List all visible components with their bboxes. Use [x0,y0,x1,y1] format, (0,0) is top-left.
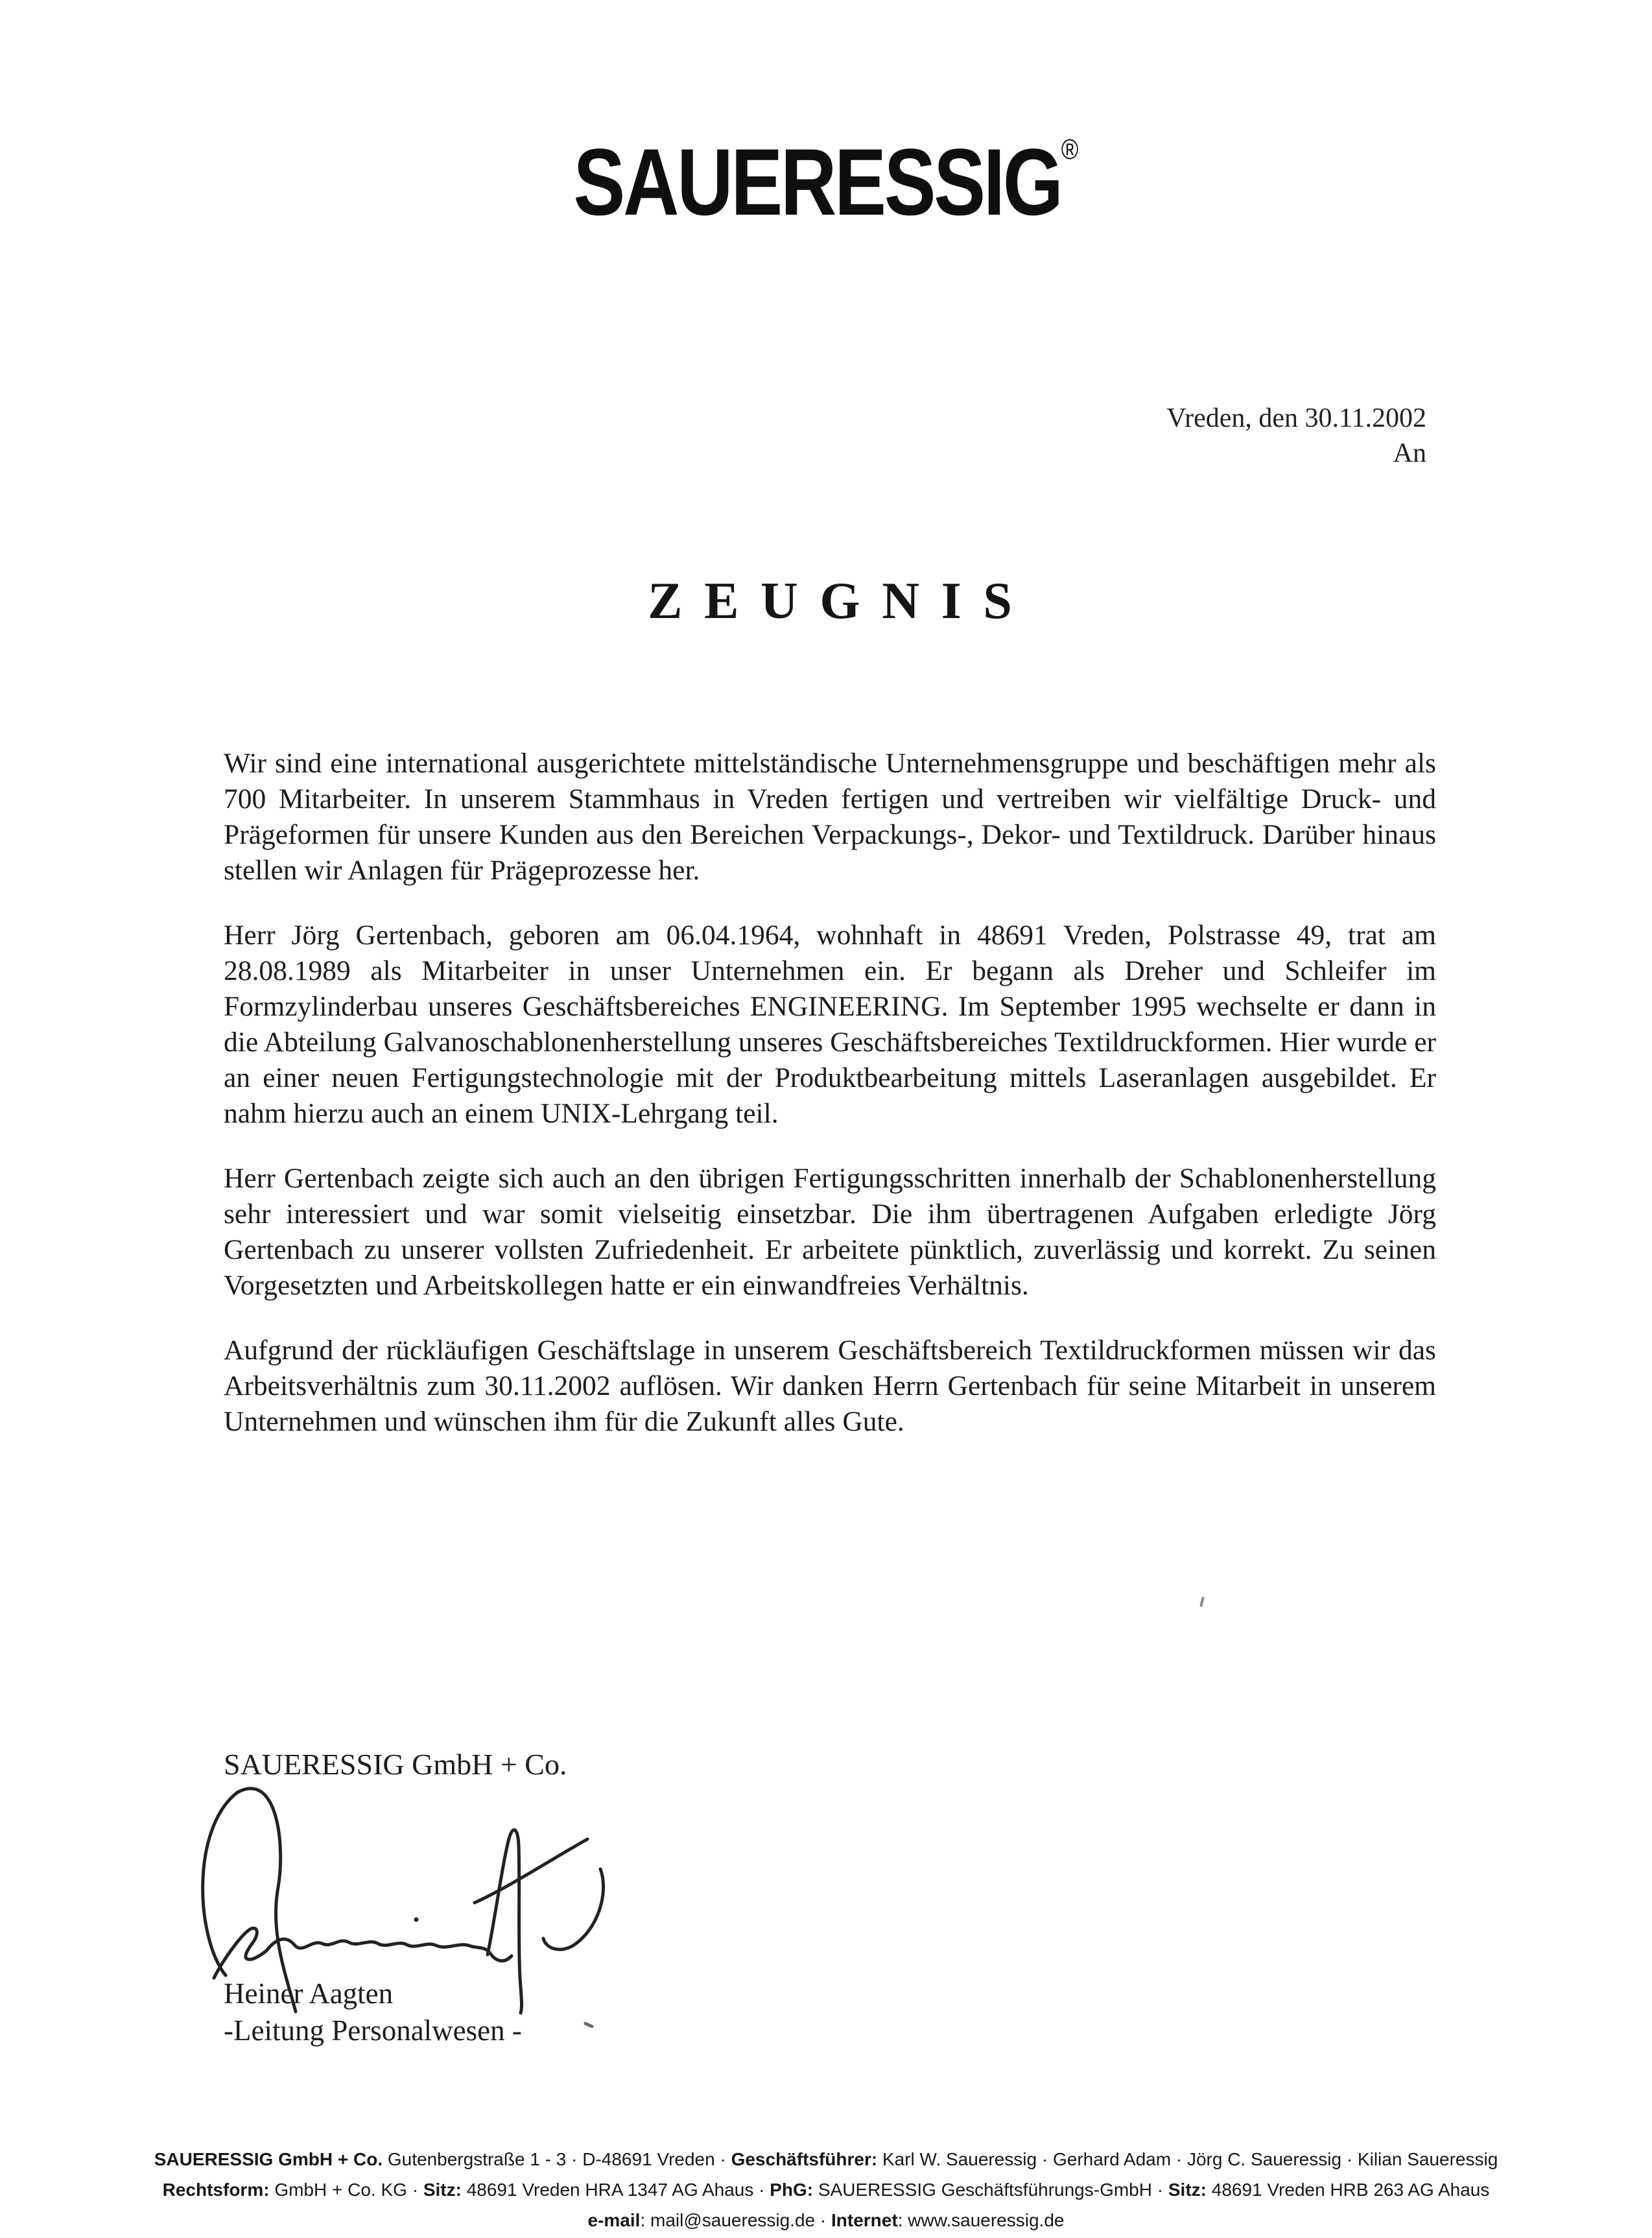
footer-phg-label: PhG: [770,2180,814,2200]
company-logo-text [573,129,1079,235]
logo-wordmark: SAUERESSIG [573,129,1061,235]
paragraph-performance: Herr Gertenbach zeigte sich auch an den übrigen Fertigungsschritten innerhalb der Schablonenherstellung sehr interessiert und war somit vielseitig einsetzbar. Die ihm übertragenen Aufgaben erledigte Jörg Gertenbach zu unserer vollsten Zufriedenheit. Er arbeitete pünktlich, zuverlässig und korrekt. Zu seinen Vorgesetzten und Arbeitskollegen hatte er ein einwandfreies Verhältnis. [224,1163,1436,1301]
closing-company-name: SAUERESSIG GmbH + Co. [224,1748,567,1781]
footer-email-label: e-mail [587,2210,641,2230]
footer-managers: Karl W. Saueressig · Gerhard Adam · Jörg C. Saueressig · Kilian Saueressig [877,2149,1498,2169]
paragraph-intro-company: Wir sind eine international ausgerichtete mittelständische Unternehmensgruppe und beschäftigen mehr als 700 Mitarbeiter. In unserem Stammhaus in Vreden fertigen und vertreiben wir vielfältige Druck- und Prägeformen für unsere Kunden aus den Bereichen Verpackungs-, Dekor- und Textildruck. Darüber hinaus stellen wir Anlagen für Prägeprozesse her. [224,748,1436,886]
document-title: ZEUGNIS [648,573,1034,630]
dateline-block [0,401,1426,471]
paragraph-termination: Aufgrund der rückläufigen Geschäftslage in unserem Geschäftsbereich Textildruckformen müssen wir das Arbeitsverhältnis zum 30.11.2002 auflösen. Wir danken Herrn Gertenbach für seine Mitarbeit in unserem Unternehmen und wünschen ihm für die Zukunft alles Gute. [224,1335,1436,1437]
stray-mark [584,2021,595,2029]
signer-block [224,1975,522,2049]
paragraph-career-history: Herr Jörg Gertenbach, geboren am 06.04.1964, wohnhaft in 48691 Vreden, Polstrasse 49, trat am 28.08.1989 als Mitarbeiter in unser Unternehmen ein. Er begann als Dreher und Schleifer im Formzylinderbau unseres Geschäftsbereiches ENGINEERING. Im September 1995 wechselte er dann in die Abteilung Galvanoschablonenherstellung unseres Geschäftsbereiches Textildruckformen. Hier wurde er an einer neuen Fertigungstechnologie mit der Produktbearbeitung mittels Laseranlagen ausgebildet. Er nahm hierzu auch an einem UNIX-Lehrgang teil. [224,920,1436,1129]
footer-line-1 [0,2144,1652,2174]
footer-line-2 [0,2174,1652,2205]
place-date: Vreden, den 30.11.2002 [1166,403,1426,433]
footer-seat-label-2: Sitz: [1168,2180,1207,2200]
footer-seat-1: 48691 Vreden HRA 1347 AG Ahaus · [461,2180,770,2200]
footer-managers-label: Geschäftsführer: [731,2149,878,2169]
company-logo [0,129,1652,235]
footer-company-name: SAUERESSIG GmbH + Co. [154,2149,383,2169]
footer-internet-label: Internet [831,2210,898,2230]
registered-trademark-icon: ® [1061,134,1079,165]
footer-seat-2: 48691 Vreden HRB 263 AG Ahaus [1206,2180,1490,2200]
footer-legalform: GmbH + Co. KG · [269,2180,423,2200]
footer-legalform-label: Rechtsform: [162,2180,270,2200]
footer-email: : mail@saueressig.de · [640,2210,831,2230]
footer-address: Gutenbergstraße 1 - 3 · D-48691 Vreden · [383,2149,731,2169]
signer-title: -Leitung Personalwesen - [224,2014,522,2047]
footer [0,2144,1652,2235]
footer-phg: SAUERESSIG Geschäftsführungs-GmbH · [813,2180,1168,2200]
recipient-label: An [1393,438,1426,468]
footer-internet: : www.saueressig.de [897,2210,1065,2230]
letter-body [224,746,1436,1469]
stray-mark [1199,1597,1205,1607]
footer-seat-label-1: Sitz: [423,2180,462,2200]
signer-name: Heiner Aagten [224,1977,394,2010]
footer-line-3 [0,2205,1652,2235]
